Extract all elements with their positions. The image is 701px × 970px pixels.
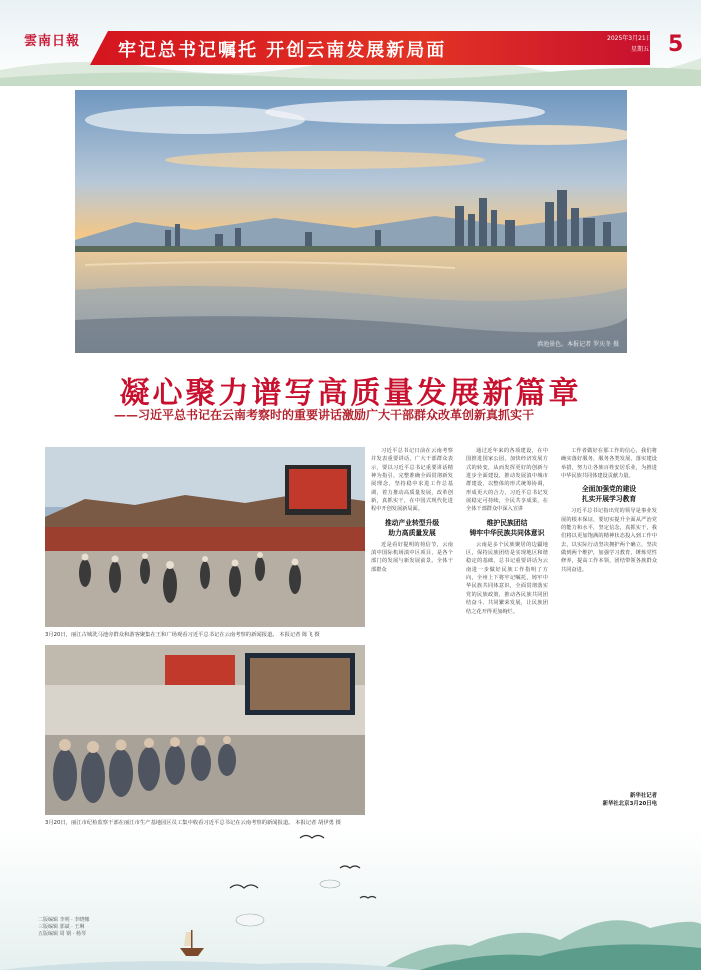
footer-editors-2: 三版编辑 郭斌 · 王琳 <box>38 924 85 930</box>
page-header <box>0 0 701 86</box>
newspaper-logo: 雲南日報 <box>24 34 81 49</box>
section-heading-1: 推动产业转型升级 助力高质量发展 <box>384 518 440 537</box>
issue-weekday: 星期五 <box>631 46 650 53</box>
column2-body: 云南是多个民族聚居的边疆地区，保持民族团结是实现地区和谐稳定的基础，总书记重要讲话为云南进一步做好民族工作指明了方向，全州上下将牢记嘱托，铸牢中华民族共同体意识，全面贯彻落实党的民族政策，推动各民族共同团结奋斗、共同繁荣发展，让民族团结之花开得更加绚烂。 <box>466 541 548 615</box>
photo-workers-watching <box>45 645 365 815</box>
photo-plaza-crowd <box>45 447 365 627</box>
footer-editors-1: 二版编辑 李明 · 李晓娜 <box>38 917 90 923</box>
page-footer <box>38 917 89 938</box>
article-column-1 <box>371 447 453 823</box>
section-heading-2: 维护民族团结 铸牢中华民族共同体意识 <box>469 518 545 537</box>
banner-title: 牢记总书记嘱托 开创云南发展新局面 <box>118 40 447 61</box>
column3-lead: 工作者做好在那工作的信心，我们将确实落好服务，服务各类发展，落实建设举措，努力让各族百姓安居乐业，为推进中华民族共同体建设贡献力量。 <box>561 448 657 480</box>
column3-body: 习近平总书记指出党的领导是事业发展的根本保证，要切实提升全面从严治党的能力和水平，坚定信念，真抓实干，我们将以更加饱满的精神状态投入到工作中去，以实际行动坚决拥护两个确立，坚决做到两个维护，加强学习教育，锤炼党性修养，提高工作本领，团结带领各族群众共同奋进。 <box>561 508 657 573</box>
bottom-landscape-illustration <box>0 828 701 970</box>
footer-editors-3: 五版编辑 周 钢 · 杨琴 <box>38 931 86 937</box>
byline-reporters: 新华社记者 <box>630 793 657 799</box>
hero-photo <box>75 90 627 353</box>
workers-watching-illustration <box>45 645 365 815</box>
article-column-2 <box>466 447 548 823</box>
page-number: 5 <box>668 32 684 57</box>
hero-photo-credit: 滇池景色。本报记者 罗庆冬 摄 <box>537 341 619 348</box>
sub-headline: ——习近平总书记在云南考察时的重要讲话激励广大干部群众改革创新真抓实干 <box>114 408 535 422</box>
section-heading-3: 全面加强党的建设 扎实开展学习教育 <box>581 485 637 504</box>
main-headline: 凝心聚力谱写高质量发展新篇章 <box>119 376 582 411</box>
plaza-crowd-illustration <box>45 447 365 627</box>
column1-body: 近是看好提明的荷信节，云南滇中国际机场滇中区项目，是各个部门的发展与新发展前景。全体干部群众 <box>371 541 453 573</box>
column2-lead: 通过近年来的各项建设，在中国推进国家公园，加快经济发展方式的转变，从而发挥更好的创新与进步全面建设，推动发展滇中城市群建设，以整体的形式统筹协调，形成更大的合力，习近平总书记发展稳定可持续，全民共享成果，在全体干部群众中深入宣讲 <box>466 448 548 513</box>
photo1-caption: 3月20日，丽江古城洗马池旁群众和游客聚集在王和广场观看习近平总书记在云南考察的新闻报道。 本报记者 陈飞 摄 <box>45 632 320 638</box>
column1-lead: 习近平总书记日前在云南考察并发表重要讲话，广大干部群众表示，要以习近平总书记重要讲话精神为指引，完整准确全面贯彻新发展理念，坚持稳中求进工作总基调，着力推动高质量发展，改革创新，真抓实干，在中国式现代化进程中开创发展新局面。 <box>371 448 453 513</box>
lake-city-illustration <box>75 90 627 353</box>
article-column-3 <box>561 447 657 783</box>
byline-dateline: 新华社北京3月20日电 <box>602 801 657 807</box>
photo2-caption: 3月20日，丽江市纪检监察干部在丽江市生产基地园区员工集中收看习近平总书记在云南考察的新闻报道。 本报记者 胡伊勇 摄 <box>45 820 341 826</box>
issue-date: 2025年3月21日 <box>607 35 652 42</box>
